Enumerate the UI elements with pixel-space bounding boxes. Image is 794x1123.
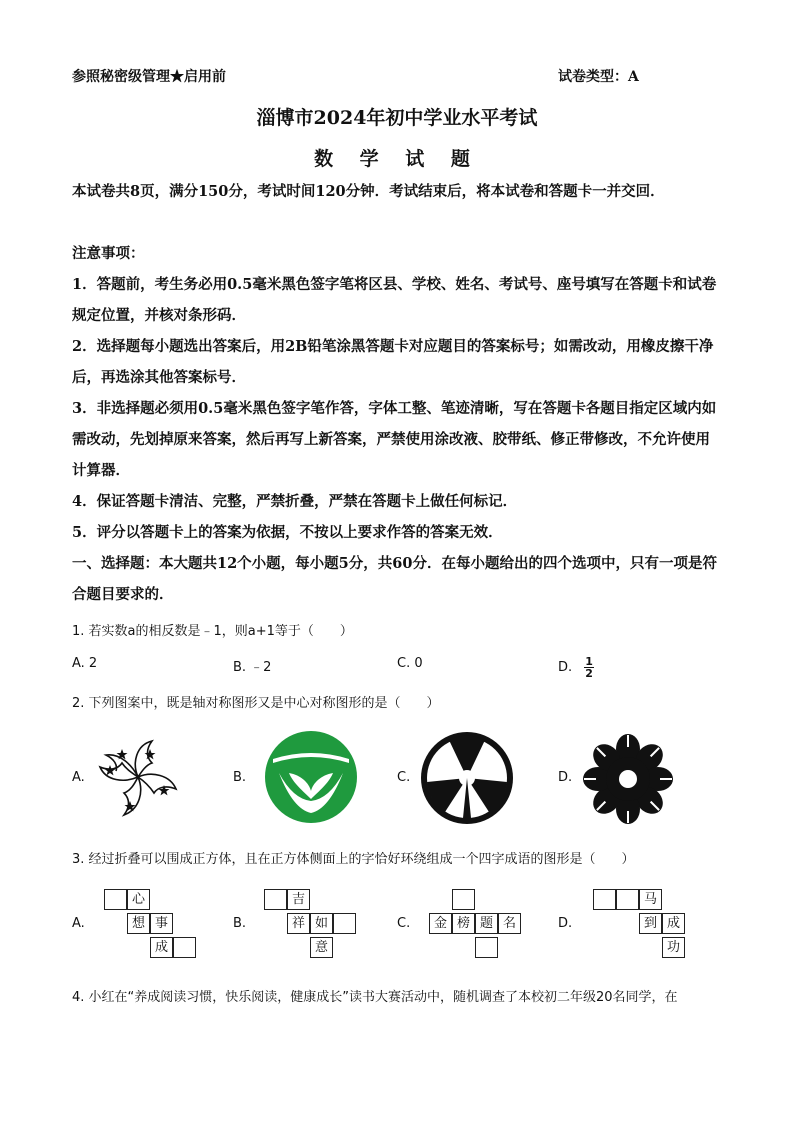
net-a-cell [173, 937, 196, 958]
q2-stem: 2. 下列图案中，既是轴对称图形又是中心对称图形的是（ ） [72, 696, 440, 711]
subject-title: 数 学 试 题 [314, 148, 480, 170]
q4-stem: 4. 小红在“养成阅读习惯，快乐阅读，健康成长”读书大赛活动中，随机调查了本校初二年级20名同学，在 [72, 990, 678, 1005]
q1-fraction [584, 656, 594, 679]
q3-stem: 3. 经过折叠可以围成正方体，且在正方体侧面上的字恰好环绕组成一个四字成语的图形是（ ） [72, 852, 635, 867]
q2-label-b: B. [233, 770, 247, 785]
net-d-cell [593, 889, 616, 910]
net-b-cell: 祥 [287, 913, 310, 934]
q3-label-b: B. [233, 916, 247, 931]
net-b-cell: 如 [310, 913, 333, 934]
green-logo-figure [263, 729, 359, 825]
q1-option-d-label: D. [558, 660, 573, 675]
note-item-4: 4．保证答题卡清洁、完整，严禁折叠，严禁在答题卡上做任何标记． [72, 493, 518, 510]
net-d-cell: 功 [662, 937, 685, 958]
net-b-cell [333, 913, 356, 934]
q2-label-c: C. [397, 770, 411, 785]
note-item-5: 5．评分以答题卡上的答案为依据，不按以上要求作答的答案无效． [72, 524, 503, 541]
q1-fraction-num: 1 [585, 655, 593, 668]
secrecy-label: 参照秘密级管理★启用前 [72, 69, 226, 85]
net-a-cell: 心 [127, 889, 150, 910]
q1-option-c: C. 0 [397, 656, 423, 671]
note-item-2: 2．选择题每小题选出答案后，用2B铅笔涂黑答题卡对应题目的答案标号；如需改动，用橡皮擦干净后，再选涂其他答案标号． [72, 338, 714, 386]
exam-title: 淄博市2024年初中学业水平考试 [256, 107, 538, 129]
net-d-cell [616, 889, 639, 910]
q1-option-b: B. ﹣2 [233, 660, 272, 675]
net-d-cell: 成 [662, 913, 685, 934]
note-item-3: 3．非选择题必须用0.5毫米黑色签字笔作答，字体工整、笔迹清晰，写在答题卡各题目指定区域内如需改动，先划掉原来答案，然后再写上新答案，严禁使用涂改液、胶带纸、修正带修改，不允许使用计算器． [72, 400, 717, 479]
net-c-cell: 题 [475, 913, 498, 934]
net-d-cell: 到 [639, 913, 662, 934]
q2-label-d: D. [558, 770, 573, 785]
q3-label-a: A. [72, 916, 85, 931]
net-a-cell: 想 [127, 913, 150, 934]
net-a-cell [104, 889, 127, 910]
net-c-cell: 名 [498, 913, 521, 934]
q2-label-a: A. [72, 770, 85, 785]
intro-paragraph: 本试卷共8页，满分150分，考试时间120分钟．考试结束后，将本试卷和答题卡一并交回． [72, 183, 665, 200]
net-a-cell: 事 [150, 913, 173, 934]
net-c-cell: 金 [429, 913, 452, 934]
net-d-cell: 马 [639, 889, 662, 910]
radiation-figure [419, 730, 515, 826]
notes-heading: 注意事项： [72, 245, 145, 262]
net-c-cell: 榜 [452, 913, 475, 934]
q1-fraction-den: 2 [585, 667, 593, 680]
q3-label-c: C. [397, 916, 411, 931]
net-c-cell [475, 937, 498, 958]
bauhinia-figure [92, 735, 184, 819]
net-a-cell: 成 [150, 937, 173, 958]
net-b-cell [264, 889, 287, 910]
q3-label-d: D. [558, 916, 573, 931]
net-c-cell [452, 889, 475, 910]
q1-option-a: A. 2 [72, 656, 98, 671]
note-item-1: 1．答题前，考生务必用0.5毫米黑色签字笔将区县、学校、姓名、考试号、座号填写在答题卡和试卷规定位置，并核对条形码． [72, 276, 717, 324]
paper-type-label: 试卷类型：A [558, 69, 639, 85]
q1-stem: 1. 若实数a的相反数是﹣1，则a+1等于（ ） [72, 624, 353, 639]
q1-option-d [558, 656, 594, 679]
net-b-cell: 吉 [287, 889, 310, 910]
flower-gear-figure [582, 733, 674, 825]
net-b-cell: 意 [310, 937, 333, 958]
section1-heading: 一、选择题：本大题共12个小题，每小题5分，共60分．在每小题给出的四个选项中，只有一项是符合题目要求的． [72, 555, 717, 603]
